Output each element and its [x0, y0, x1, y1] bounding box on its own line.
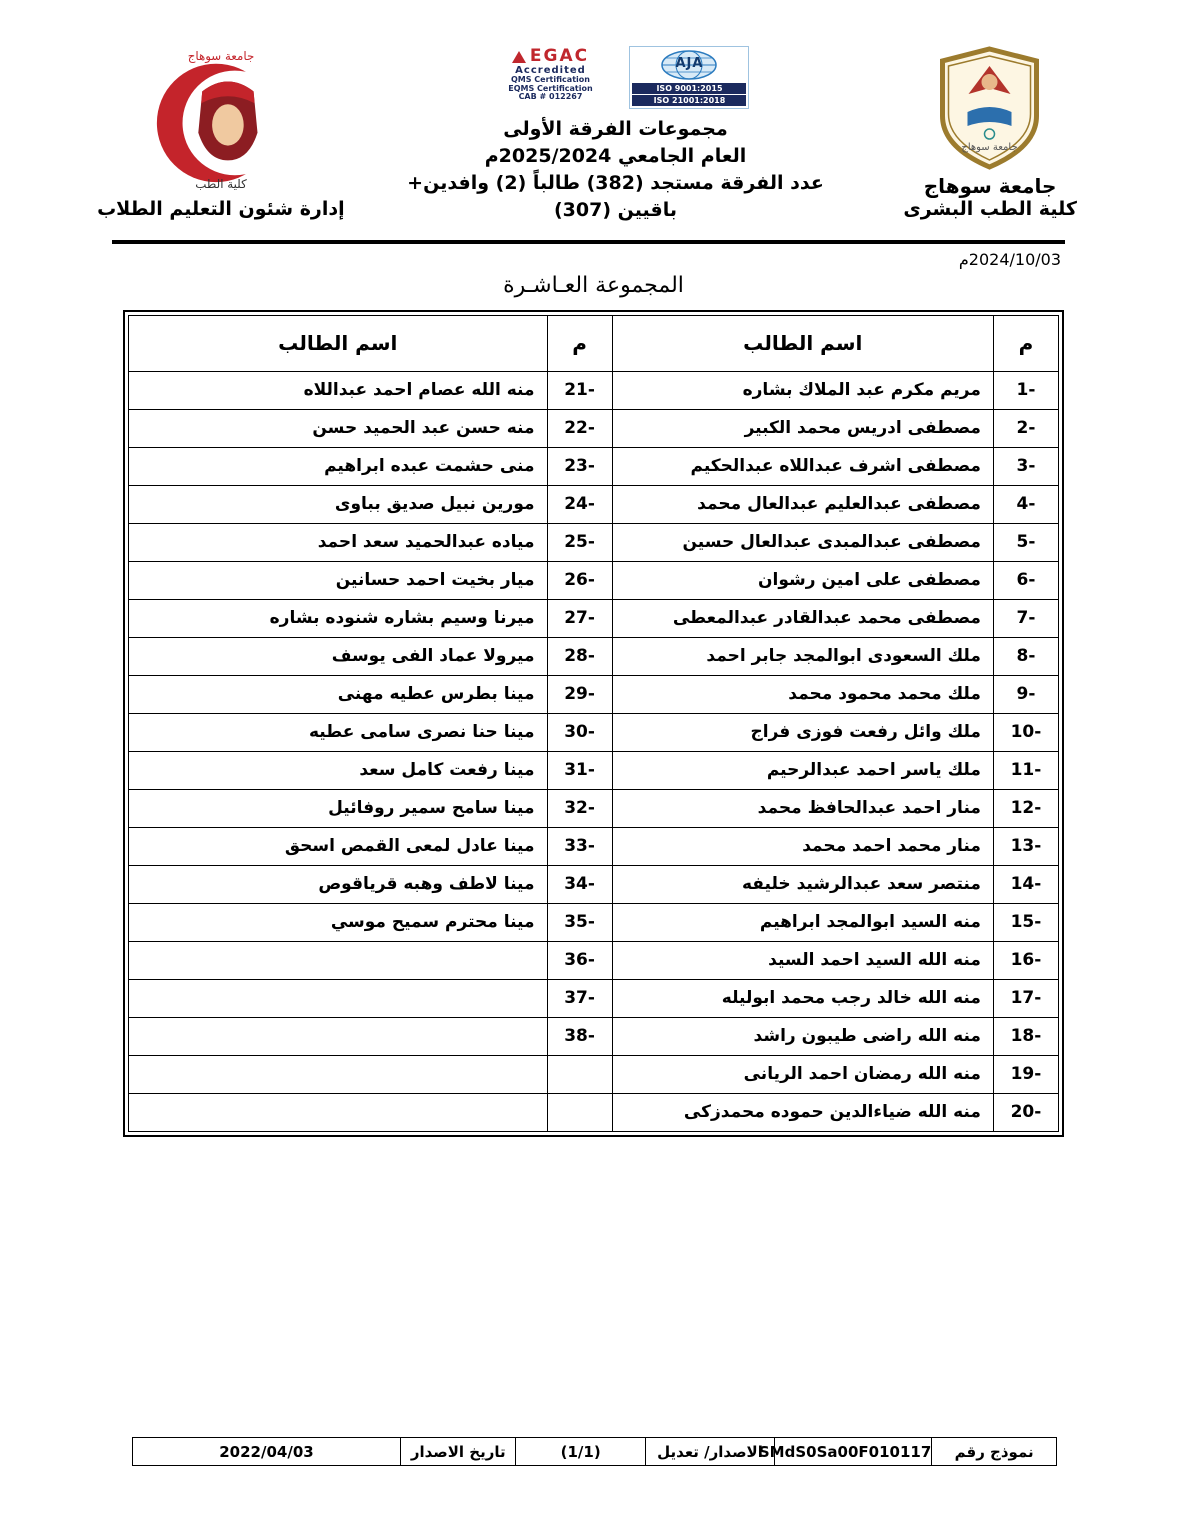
academic-year-line: العام الجامعي 2025/2024م [484, 144, 747, 167]
table-row [129, 1055, 1059, 1093]
university-name: جامعة سوهاج [923, 174, 1057, 198]
footer-row [133, 1438, 1057, 1466]
group-header-line1: مجموعات الفرقة الأولى [503, 118, 728, 140]
table-row [129, 865, 1059, 903]
student-number-cell: 33- [547, 827, 612, 865]
student-number-cell: 25- [547, 523, 612, 561]
table-row [129, 789, 1059, 827]
issue-date-label: تاريخ الاصدار [400, 1438, 516, 1466]
student-name-cell: مصطفى عبدالعليم عبدالعال محمد [612, 485, 993, 523]
crescent-top-text: جامعة سوهاج [187, 48, 255, 63]
students-table [123, 310, 1064, 1137]
table-row [129, 523, 1059, 561]
faculty-of-medicine-crescent-logo [137, 46, 305, 192]
student-number-cell [547, 1055, 612, 1093]
student-name-cell: ميرولا عماد الفى يوسف [129, 637, 548, 675]
student-name-cell: منه السيد ابوالمجد ابراهيم [612, 903, 993, 941]
form-number-value: SMdS0Sa00F010117 [775, 1438, 932, 1466]
student-name-cell: منه الله السيد احمد السيد [612, 941, 993, 979]
student-number-cell: 1- [993, 371, 1058, 409]
table-row [129, 637, 1059, 675]
form-number-label: نموذج رقم [932, 1438, 1057, 1466]
table-row [129, 903, 1059, 941]
remaining-count-line: (307) باقيين [553, 198, 677, 221]
student-name-cell: مينا رفعت كامل سعد [129, 751, 548, 789]
egac-accreditation-logo [481, 46, 619, 102]
student-name-cell: مصطفى عبدالمبدى عبدالعال حسين [612, 523, 993, 561]
student-name-cell: ملك محمد محمود محمد [612, 675, 993, 713]
student-name-cell: مورين نبيل صديق بباوى [129, 485, 548, 523]
student-name-cell [129, 979, 548, 1017]
student-name-cell: منه الله ضياءالدين حموده محمدزكى [612, 1093, 993, 1131]
student-name-cell: منه الله خالد رجب محمد ابوليله [612, 979, 993, 1017]
student-name-cell: ملك ياسر احمد عبدالرحيم [612, 751, 993, 789]
student-number-cell: 18- [993, 1017, 1058, 1055]
aja-accreditation-logo [629, 46, 749, 109]
student-number-cell: 28- [547, 637, 612, 675]
student-number-cell: 3- [993, 447, 1058, 485]
student-name-cell: مينا سامح سمير روفائيل [129, 789, 548, 827]
student-name-cell: مينا محترم سميح موسي [129, 903, 548, 941]
student-name-cell: منه الله رمضان احمد الريانى [612, 1055, 993, 1093]
table-header-row [129, 315, 1059, 371]
student-name-cell: مريم مكرم عبد الملاك بشاره [612, 371, 993, 409]
student-name-cell: مينا عادل لمعى القمص اسحق [129, 827, 548, 865]
student-number-cell: 2- [993, 409, 1058, 447]
table-row [129, 485, 1059, 523]
table-row [129, 713, 1059, 751]
student-name-cell: مينا لاطف وهبه قرياقوص [129, 865, 548, 903]
student-number-cell: 4- [993, 485, 1058, 523]
column-header-name: اسم الطالب [612, 315, 993, 371]
student-number-cell: 32- [547, 789, 612, 827]
accreditation-logos [481, 46, 749, 110]
page-header [0, 0, 1187, 224]
iso-9001-badge: ISO 9001:2015 [632, 83, 746, 94]
table-row [129, 561, 1059, 599]
student-name-cell [129, 1055, 548, 1093]
crescent-bottom-text: كلية الطب [195, 177, 247, 192]
issue-date-value: 2022/04/03 [133, 1438, 401, 1466]
student-number-cell: 29- [547, 675, 612, 713]
student-name-cell: مصطفى على امين رشوان [612, 561, 993, 599]
student-number-cell [547, 1093, 612, 1131]
student-name-cell: ميرنا وسيم بشاره شنوده بشاره [129, 599, 548, 637]
table-row [129, 599, 1059, 637]
column-header-name: اسم الطالب [129, 315, 548, 371]
student-name-cell: مصطفى اشرف عبداللاه عبدالحكيم [612, 447, 993, 485]
student-number-cell: 12- [993, 789, 1058, 827]
egac-certification-line: QMS Certification [511, 75, 590, 85]
students-table-body [129, 371, 1059, 1131]
student-number-cell: 11- [993, 751, 1058, 789]
student-number-cell: 34- [547, 865, 612, 903]
student-number-cell: 7- [993, 599, 1058, 637]
student-number-cell: 38- [547, 1017, 612, 1055]
page-footer [132, 1437, 1057, 1466]
egac-name: EGAC [529, 46, 590, 66]
egac-certification-line: EQMS Certification [508, 83, 593, 93]
column-header-number: م [547, 315, 612, 371]
table-row [129, 751, 1059, 789]
sohag-university-shield-logo [931, 46, 1049, 170]
shield-text: جامعة سوهاج [961, 142, 1018, 153]
student-number-cell: 8- [993, 637, 1058, 675]
student-name-cell: منتصر سعد عبدالرشيد خليفه [612, 865, 993, 903]
student-name-cell: منار احمد عبدالحافظ محمد [612, 789, 993, 827]
student-name-cell: منار محمد احمد محمد [612, 827, 993, 865]
student-name-cell: منه حسن عبد الحميد حسن [129, 409, 548, 447]
table-row [129, 1017, 1059, 1055]
table-row [129, 371, 1059, 409]
student-name-cell: مينا بطرس عطيه مهنى [129, 675, 548, 713]
student-number-cell: 9- [993, 675, 1058, 713]
table-row [129, 409, 1059, 447]
iso-21001-badge: ISO 21001:2018 [632, 95, 746, 106]
student-number-cell: 22- [547, 409, 612, 447]
header-divider [112, 240, 1065, 244]
issue-value: (1/1) [516, 1438, 645, 1466]
student-name-cell [129, 1093, 548, 1131]
student-number-cell: 35- [547, 903, 612, 941]
student-number-cell: 13- [993, 827, 1058, 865]
student-name-cell: مياده عبدالحميد سعد احمد [129, 523, 548, 561]
student-number-cell: 37- [547, 979, 612, 1017]
table-row [129, 827, 1059, 865]
student-number-cell: 14- [993, 865, 1058, 903]
student-number-cell: 5- [993, 523, 1058, 561]
student-number-cell: 10- [993, 713, 1058, 751]
student-number-cell: 19- [993, 1055, 1058, 1093]
table-row [129, 1093, 1059, 1131]
student-number-cell: 23- [547, 447, 612, 485]
student-number-cell: 36- [547, 941, 612, 979]
student-name-cell: ملك السعودى ابوالمجد جابر احمد [612, 637, 993, 675]
student-name-cell: ملك وائل رفعت فوزى فراج [612, 713, 993, 751]
table-row [129, 447, 1059, 485]
student-number-cell: 31- [547, 751, 612, 789]
student-name-cell: مصطفى محمد عبدالقادر عبدالمعطى [612, 599, 993, 637]
student-number-cell: 15- [993, 903, 1058, 941]
faculty-name: كلية الطب البشرى [903, 198, 1077, 220]
department-caption: إدارة شئون التعليم الطلاب [97, 198, 345, 220]
issue-label: الاصدار/ تعديل [645, 1438, 774, 1466]
document-date: 2024/10/03م [958, 249, 1061, 269]
student-number-cell: 21- [547, 371, 612, 409]
student-number-cell: 6- [993, 561, 1058, 599]
student-number-cell: 20- [993, 1093, 1058, 1131]
student-name-cell [129, 941, 548, 979]
header-center [346, 46, 885, 224]
column-header-number: م [993, 315, 1058, 371]
student-name-cell: مصطفى ادريس محمد الكبير [612, 409, 993, 447]
aja-name: AJA [675, 56, 704, 71]
egac-triangle-icon [512, 51, 526, 63]
department-identity [96, 46, 346, 220]
student-number-cell: 16- [993, 941, 1058, 979]
group-title: المجموعة العـاشـرة [503, 272, 684, 298]
student-number-cell: 26- [547, 561, 612, 599]
egac-cab-number: CAB # 012267 [518, 92, 583, 102]
egac-accredited-label: Accredited [515, 64, 586, 76]
student-name-cell: منه الله عصام احمد عبداللاه [129, 371, 548, 409]
student-number-cell: 27- [547, 599, 612, 637]
university-identity [885, 46, 1095, 220]
student-count-line: عدد الفرقة مستجد (382) طالباً (2) وافدين+ [407, 171, 824, 194]
student-name-cell: منه الله راضى طيبون راشد [612, 1017, 993, 1055]
student-name-cell [129, 1017, 548, 1055]
student-number-cell: 24- [547, 485, 612, 523]
table-row [129, 941, 1059, 979]
student-number-cell: 30- [547, 713, 612, 751]
table-row [129, 675, 1059, 713]
student-name-cell: مينا حنا نصرى سامى عطيه [129, 713, 548, 751]
student-number-cell: 17- [993, 979, 1058, 1017]
student-name-cell: منى حشمت عبده ابراهيم [129, 447, 548, 485]
table-row [129, 979, 1059, 1017]
student-name-cell: ميار بخيت احمد حسانين [129, 561, 548, 599]
